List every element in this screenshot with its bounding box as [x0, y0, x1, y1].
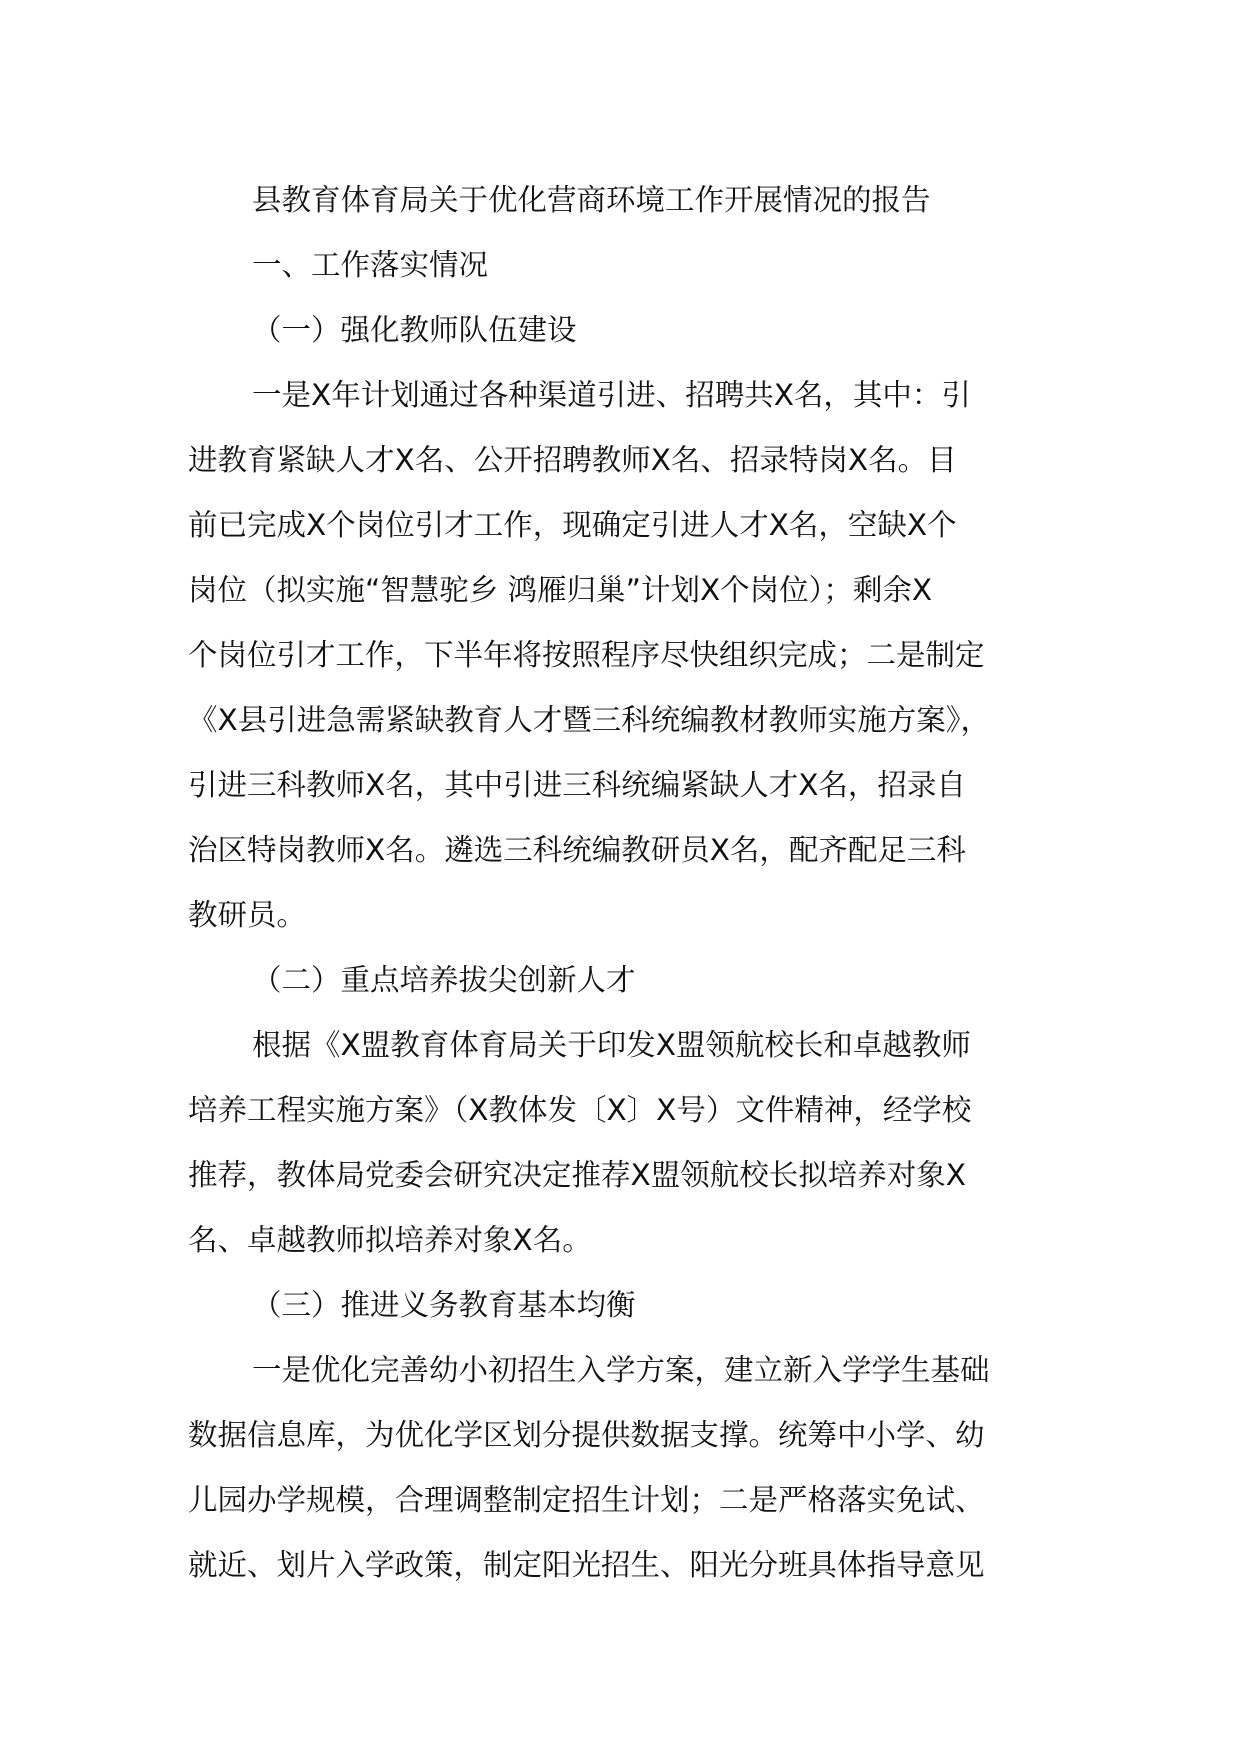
paragraph-line: 培养工程实施方案》（X教体发〔X〕X号）文件精神，经学校 [188, 1093, 972, 1127]
paragraph-line: 数据信息库，为优化学区划分提供数据支撑。统筹中小学、幼 [188, 1418, 985, 1452]
paragraph-line: 前已完成X个岗位引才工作，现确定引进人才X名，空缺X个 [188, 508, 957, 542]
paragraph-line: 治区特岗教师X名。遴选三科统编教研员X名，配齐配足三科 [188, 833, 966, 867]
paragraph-line: 根据《X盟教育体育局关于印发X盟领航校长和卓越教师 [252, 1028, 971, 1062]
paragraph-line: 就近、划片入学政策，制定阳光招生、阳光分班具体指导意见 [188, 1548, 985, 1582]
subsection-heading: （三）推进义务教育基本均衡 [252, 1288, 636, 1322]
paragraph-line: 进教育紧缺人才X名、公开招聘教师X名、招录特岗X名。目 [188, 443, 957, 477]
paragraph-line: 名、卓越教师拟培养对象X名。 [188, 1223, 592, 1257]
subsection-heading: （二）重点培养拔尖创新人才 [252, 963, 636, 997]
paragraph-line: 推荐，教体局党委会研究决定推荐X盟领航校长拟培养对象X [188, 1158, 966, 1192]
subsection-heading: （一）强化教师队伍建设 [252, 313, 577, 347]
paragraph-line: 岗位（拟实施“智慧驼乡 鸿雁归巢”计划X个岗位）；剩余X [188, 573, 933, 607]
paragraph-line: 儿园办学规模，合理调整制定招生计划；二是严格落实免试、 [188, 1483, 985, 1517]
paragraph-line: 个岗位引才工作，下半年将按照程序尽快组织完成；二是制定 [188, 638, 985, 672]
document-body [188, 168, 1058, 1598]
paragraph-line: 《X县引进急需紧缺教育人才暨三科统编教材教师实施方案》， [188, 703, 990, 737]
document-title: 县教育体育局关于优化营商环境工作开展情况的报告 [252, 183, 931, 217]
paragraph-line: 教研员。 [188, 898, 307, 932]
paragraph-line: 一是X年计划通过各种渠道引进、招聘共X名，其中：引 [252, 378, 971, 412]
paragraph-line: 一是优化完善幼小初招生入学方案，建立新入学学生基础 [252, 1353, 990, 1387]
section-heading: 一、工作落实情况 [252, 248, 489, 282]
paragraph-line: 引进三科教师X名，其中引进三科统编紧缺人才X名，招录自 [188, 768, 966, 802]
